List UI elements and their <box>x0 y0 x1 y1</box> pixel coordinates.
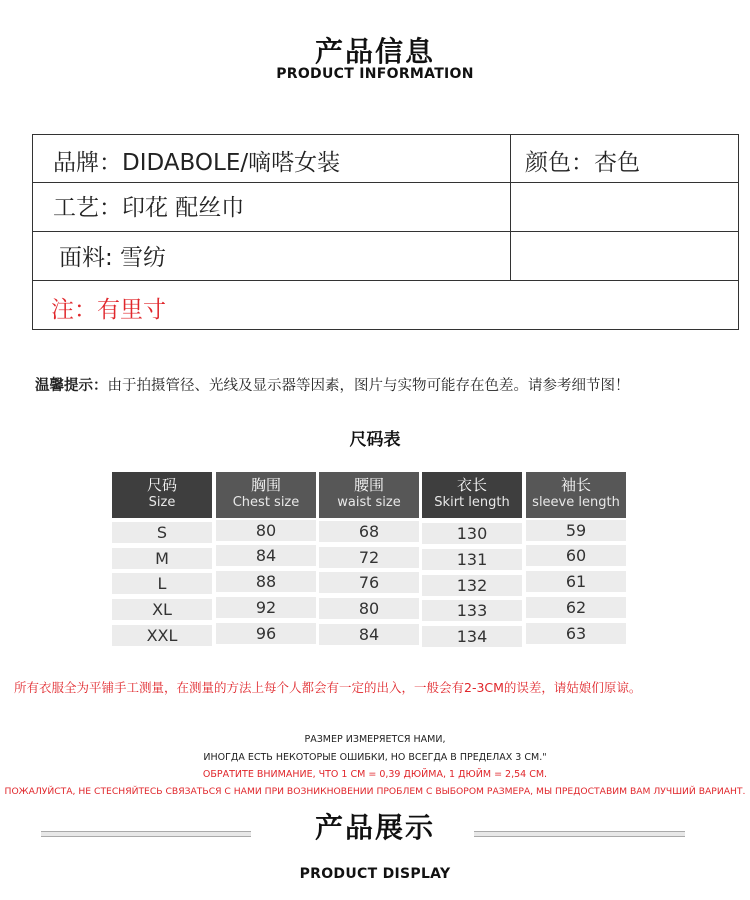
info-title-en: PRODUCT INFORMATION <box>276 66 474 82</box>
table-cell: 134 <box>422 626 522 647</box>
header-en: Chest size <box>232 495 300 510</box>
display-title-en: PRODUCT DISPLAY <box>299 866 451 882</box>
table-divider <box>33 231 738 232</box>
tip-text: 由于拍摄管径、光线及显示器等因素，图片与实物可能存在色差。请参考细节图！ <box>107 378 630 394</box>
header-en: Skirt length <box>434 495 510 510</box>
length-column <box>422 472 522 646</box>
header-cn: 腰围 <box>353 476 384 494</box>
color-value: 颜色：杏色 <box>525 150 640 176</box>
measurement-note: 所有衣服全为平铺手工测量，在测量的方法上每个人都会有一定的出入，一般会有2-3CM的误差，请姑娘们原谅。 <box>14 680 642 695</box>
table-cell: M <box>112 548 212 569</box>
table-divider <box>33 182 738 183</box>
sleeve-column <box>526 472 626 643</box>
table-cell: 76 <box>319 572 419 593</box>
column-header <box>216 472 316 518</box>
table-cell: 80 <box>216 520 316 541</box>
ru-line-4: ПОЖАЛУЙСТА, НЕ СТЕСНЯЙТЕСЬ СВЯЗАТЬСЯ С НАМИ ПРИ ВОЗНИКНОВЕНИИ ПРОБЛЕМ С ВЫБОРОМ РАЗМЕРА, МЫ ПРЕДОСТАВИМ ВАМ ЛУЧШИЙ ВАРИАНТ. <box>4 786 746 797</box>
table-cell: 63 <box>526 623 626 644</box>
column-header <box>319 472 419 518</box>
table-cell: 68 <box>319 521 419 542</box>
ru-line-2: ИНОГДА ЕСТЬ НЕКОТОРЫЕ ОШИБКИ, НО ВСЕГДА В ПРЕДЕЛАХ 3 СМ." <box>203 752 547 763</box>
table-cell: 88 <box>216 571 316 592</box>
table-cell: XXL <box>112 625 212 646</box>
ru-line-1: РАЗМЕР ИЗМЕРЯЕТСЯ НАМИ, <box>304 734 446 745</box>
chest-column <box>216 472 316 643</box>
table-cell: L <box>112 573 212 594</box>
fabric-value: 面料: 雪纺 <box>59 245 167 271</box>
header-en: sleeve length <box>532 495 620 510</box>
column-header <box>422 472 522 518</box>
header-cn: 尺码 <box>146 476 177 494</box>
column-header <box>112 472 212 518</box>
info-title-cn: 产品信息 <box>314 35 435 68</box>
table-cell: 132 <box>422 575 522 596</box>
header-cn: 胸围 <box>250 476 281 494</box>
craft-value: 工艺：印花 配丝巾 <box>53 195 245 221</box>
table-divider <box>510 135 511 281</box>
header-cn: 袖长 <box>560 476 591 494</box>
header-en: Size <box>148 495 176 510</box>
table-cell: 96 <box>216 623 316 644</box>
table-cell: 72 <box>319 547 419 568</box>
product-info-table <box>32 134 739 330</box>
header-cn: 衣长 <box>456 476 487 494</box>
table-cell: 80 <box>319 598 419 619</box>
size-note: 注：有里寸 <box>51 297 166 323</box>
table-cell: XL <box>112 599 212 620</box>
warm-tip <box>35 374 630 395</box>
table-divider <box>33 280 738 281</box>
table-cell: 84 <box>319 624 419 645</box>
table-cell: S <box>112 522 212 543</box>
table-cell: 60 <box>526 545 626 566</box>
waist-column <box>319 472 419 644</box>
table-cell: 131 <box>422 549 522 570</box>
brand-value: 品牌：DIDABOLE/嘀嗒女装 <box>53 150 341 176</box>
tip-label: 温馨提示： <box>35 378 108 394</box>
table-cell: 59 <box>526 520 626 541</box>
size-column <box>112 472 212 645</box>
header-en: waist size <box>337 495 401 510</box>
table-cell: 130 <box>422 523 522 544</box>
display-title-cn: 产品展示 <box>314 811 435 844</box>
ru-line-3: ОБРАТИТЕ ВНИМАНИЕ, ЧТО 1 СМ = 0,39 ДЮЙМА, 1 ДЮЙМ = 2,54 СМ. <box>202 769 548 780</box>
table-cell: 84 <box>216 545 316 566</box>
table-cell: 61 <box>526 571 626 592</box>
column-header <box>526 472 626 518</box>
table-cell: 92 <box>216 597 316 618</box>
table-cell: 62 <box>526 597 626 618</box>
size-chart-title: 尺码表 <box>349 430 401 450</box>
table-cell: 133 <box>422 600 522 621</box>
